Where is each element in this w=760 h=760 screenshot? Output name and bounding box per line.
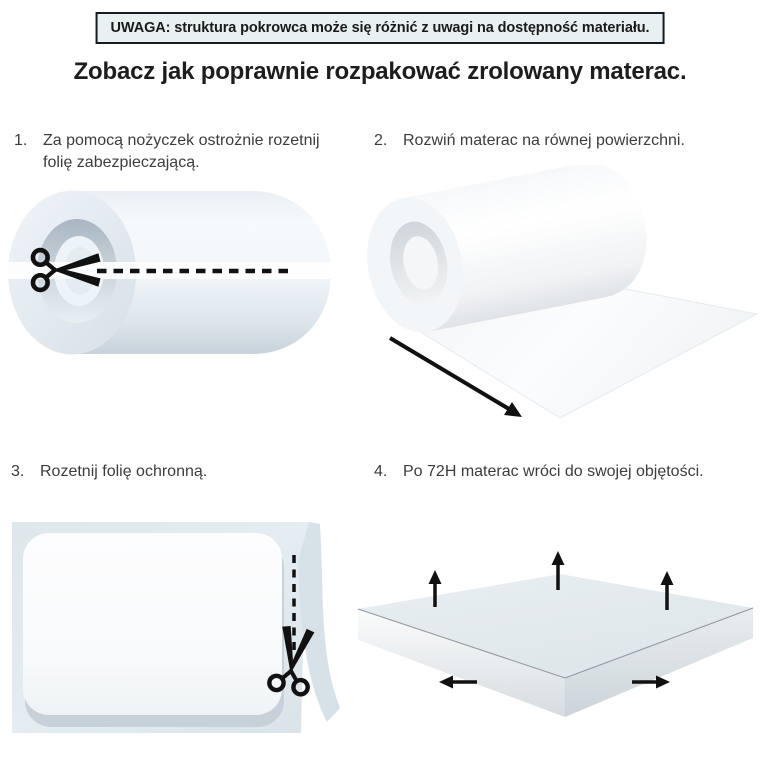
step-2-label: Rozwiń materac na równej powierzchni. — [403, 132, 685, 149]
step-3-number: 3. — [11, 463, 25, 480]
step-2-caption — [374, 130, 756, 152]
illustration-step-1 — [0, 185, 340, 360]
step-4-number: 4. — [374, 463, 388, 480]
mattress-slab — [358, 574, 753, 717]
step-3-label: Rozetnij folię ochronną. — [40, 463, 208, 480]
step-4-caption — [374, 461, 758, 483]
step-1-label: Za pomocą nożyczek ostrożnie rozetnij folię zabezpieczającą. — [43, 132, 320, 172]
step-3-caption — [11, 461, 343, 483]
step-2-number: 2. — [374, 132, 388, 149]
step-1-caption — [14, 130, 346, 174]
notice-banner: UWAGA: struktura pokrowca może się różnić z uwagi na dostępność materiału. — [96, 12, 665, 44]
flat-mattress — [23, 533, 282, 715]
page-title: Zobacz jak poprawnie rozpakować zrolowany materac. — [73, 58, 687, 85]
illustration-step-2 — [360, 165, 760, 430]
step-1-number: 1. — [14, 132, 28, 149]
illustration-step-3 — [0, 505, 340, 760]
illustration-step-4 — [355, 530, 760, 760]
step-4-label: Po 72H materac wróci do swojej objętości. — [403, 463, 704, 480]
